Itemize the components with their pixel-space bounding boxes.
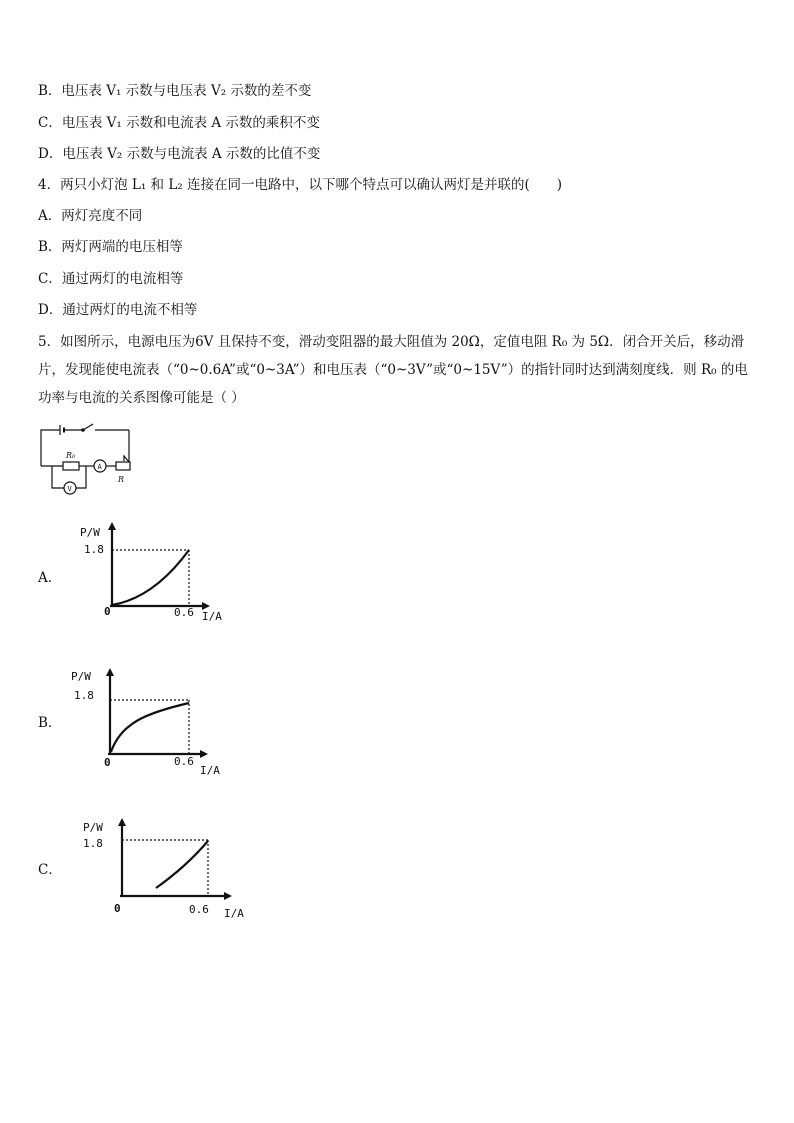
q5-option-b-label: B． xyxy=(38,715,62,731)
graph-b-curve xyxy=(111,703,189,752)
q4-option-a: A．两灯亮度不同 xyxy=(38,208,143,224)
graph-b xyxy=(66,668,226,778)
graph-c-x-axis-label: I/A xyxy=(224,907,244,920)
graph-c-y-max: 1.8 xyxy=(83,837,103,850)
graph-b-x-max: 0.6 xyxy=(174,755,194,768)
q3-option-d: D．电压表 V₂ 示数与电流表 A 示数的比值不变 xyxy=(38,146,321,162)
graph-c-y-arrow xyxy=(118,818,126,826)
graph-c-x-arrow xyxy=(224,892,232,900)
graph-b-y-arrow xyxy=(106,668,114,676)
graph-c-x-max: 0.6 xyxy=(189,903,209,916)
q3-option-b: B．电压表 V₁ 示数与电压表 V₂ 示数的差不变 xyxy=(38,83,312,99)
graph-b-x-arrow xyxy=(200,750,208,758)
voltmeter-wire xyxy=(52,466,64,488)
q4-option-d: D．通过两灯的电流不相等 xyxy=(38,302,198,318)
ammeter-label: A xyxy=(97,463,102,471)
graph-a xyxy=(72,520,232,630)
graph-a-x-axis-label: I/A xyxy=(202,610,222,623)
rheostat-r xyxy=(116,462,130,470)
graph-a-y-max: 1.8 xyxy=(84,543,104,556)
graph-a-y-axis-label: P/W xyxy=(80,526,100,539)
graph-a-curve xyxy=(112,550,189,605)
graph-c-curve xyxy=(156,841,208,888)
q5-stem: 5．如图所示，电源电压为6V 且保持不变，滑动变阻器的最大阻值为 20Ω，定值电阻 R₀ 为 5Ω．闭合开关后，移动滑片，发现能使电流表（“0~0.6A”或“0~3A”）和电压表（“0~3V”或“0~15V”）的指针同时达到满刻度线．则 R₀ 的电功率与电流的关系图像可能是（ ） xyxy=(38,334,748,406)
graph-b-y-axis-label: P/W xyxy=(71,670,91,683)
graph-a-x-max: 0.6 xyxy=(174,606,194,619)
graph-c-y-axis-label: P/W xyxy=(83,821,103,834)
graph-b-y-max: 1.8 xyxy=(74,689,94,702)
graph-a-y-arrow xyxy=(108,522,116,530)
graph-c-origin: 0 xyxy=(114,902,121,915)
graph-a-x-arrow xyxy=(202,602,210,610)
q5-option-a-label: A． xyxy=(38,570,62,586)
r0-label: R₀ xyxy=(66,451,76,460)
q4-option-b: B．两灯两端的电压相等 xyxy=(38,239,183,255)
q4-option-c: C．通过两灯的电流相等 xyxy=(38,271,184,287)
graph-b-origin: 0 xyxy=(104,756,111,769)
graph-b-x-axis-label: I/A xyxy=(200,764,220,777)
q3-option-c: C．电压表 V₁ 示数和电流表 A 示数的乘积不变 xyxy=(38,115,320,131)
r-label: R xyxy=(118,475,125,484)
graph-a-origin: 0 xyxy=(104,605,111,618)
resistor-r0 xyxy=(63,462,79,470)
top-wire xyxy=(41,430,60,466)
voltmeter-wire-right xyxy=(76,466,86,488)
rheostat-slider xyxy=(124,456,129,462)
q4-stem: 4．两只小灯泡 L₁ 和 L₂ 连接在同一电路中，以下哪个特点可以确认两灯是并联的( ) xyxy=(38,177,563,193)
circuit-diagram xyxy=(36,422,136,498)
graph-c xyxy=(78,816,248,926)
q5-option-c-label: C． xyxy=(38,862,62,878)
voltmeter-label: V xyxy=(67,485,72,493)
switch-contact xyxy=(82,429,84,431)
